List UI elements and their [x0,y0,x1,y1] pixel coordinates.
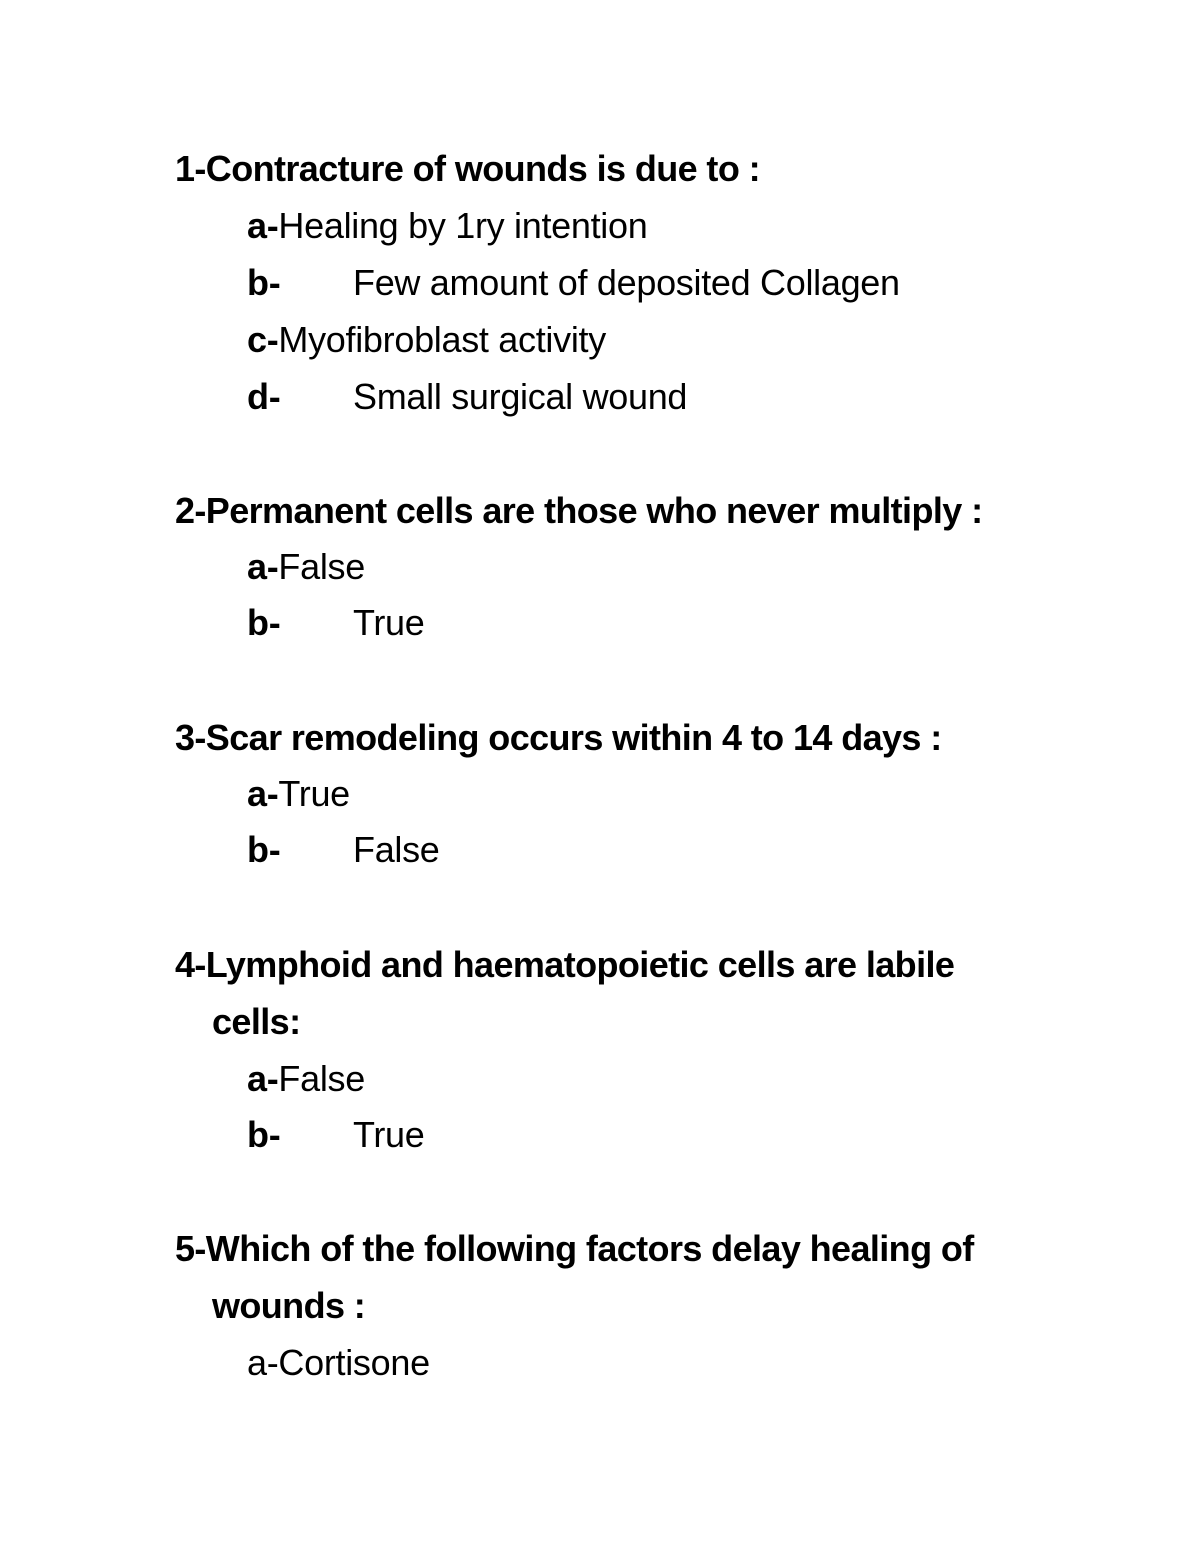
question-4-option-a [247,1058,365,1100]
question-5-text-line-2: wounds : [212,1285,366,1326]
question-3-option-a [247,773,350,815]
option-label: a- [247,773,279,814]
option-text: Few amount of deposited Collagen [353,262,900,303]
option-text: True [353,602,425,643]
option-label: b- [247,602,281,643]
option-label: b- [247,1114,281,1155]
question-5-text-line-1: 5-Which of the following factors delay healing of [175,1228,974,1269]
question-4-text-line-1: 4-Lymphoid and haematopoietic cells are labile [175,944,955,985]
option-label: a- [247,205,279,246]
question-1-option-c [247,319,606,361]
question-4-text-line-2: cells: [212,1001,301,1042]
option-text: False [278,1058,365,1099]
option-text: Cortisone [278,1342,430,1383]
question-3-text: 3-Scar remodeling occurs within 4 to 14 days : [175,717,942,758]
question-5-option-a [247,1342,430,1384]
option-label: d- [247,376,281,417]
option-text: Myofibroblast activity [278,319,606,360]
option-text: True [278,773,350,814]
option-label: b- [247,829,281,870]
option-text: False [353,829,440,870]
question-1-option-d [247,376,688,418]
option-text: Healing by 1ry intention [278,205,648,246]
question-2-option-a [247,546,365,588]
option-label: a- [247,546,279,587]
option-label: b- [247,262,281,303]
question-1-text: 1-Contracture of wounds is due to : [175,148,761,189]
option-label: a- [247,1342,279,1383]
question-1-option-b [247,262,900,304]
question-2-text: 2-Permanent cells are those who never multiply : [175,490,983,531]
question-4-option-b [247,1114,425,1156]
option-text: False [278,546,365,587]
option-label: a- [247,1058,279,1099]
question-3-option-b [247,829,440,871]
question-2-option-b [247,602,425,644]
question-1-option-a [247,205,647,247]
option-text: Small surgical wound [353,376,688,417]
option-text: True [353,1114,425,1155]
option-label: c- [247,319,279,360]
